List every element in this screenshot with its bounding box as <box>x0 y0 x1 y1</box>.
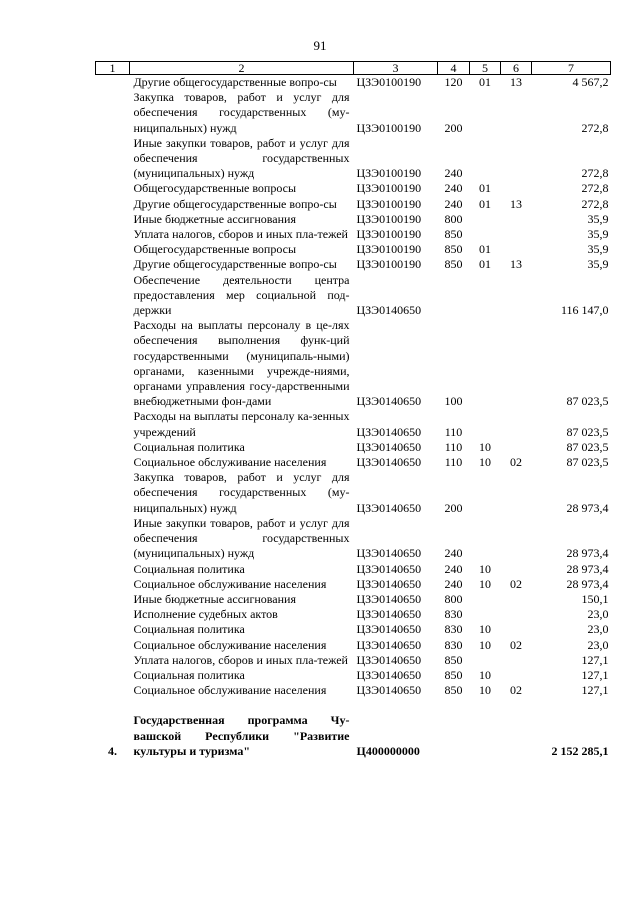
amount: 272,8 <box>581 181 609 196</box>
budget-table <box>95 61 611 759</box>
amount: 127,1 <box>581 652 609 667</box>
target-code: Ц400000000 <box>356 743 420 758</box>
target-code: ЦЗЭ0140650 <box>356 667 422 682</box>
target-code: ЦЗЭ0140650 <box>356 303 422 318</box>
subsection <box>501 713 532 759</box>
amount: 87 023,5 <box>566 455 609 470</box>
item-name: Общегосударственные вопросы <box>133 181 297 196</box>
expense-type: 200 <box>444 120 463 135</box>
subsection <box>501 181 532 196</box>
row-number <box>96 257 130 272</box>
table-row <box>96 136 611 182</box>
row-number <box>96 409 130 439</box>
row-number <box>96 227 130 242</box>
subsection <box>501 212 532 227</box>
subsection <box>501 607 532 622</box>
row-number <box>96 90 130 136</box>
table-row <box>96 212 611 227</box>
table-row <box>96 562 611 577</box>
section <box>470 90 501 136</box>
header-col-7: 7 <box>532 62 611 75</box>
expense-type: 110 <box>444 455 463 470</box>
section <box>470 607 501 622</box>
section: 10 <box>479 561 491 576</box>
item-name: Другие общегосударственные вопро-сы <box>133 196 337 211</box>
table-row <box>96 273 611 319</box>
target-code: ЦЗЭ0100190 <box>356 242 422 257</box>
item-name: Иные бюджетные ассигнования <box>133 211 296 226</box>
expense-type: 800 <box>444 591 463 606</box>
table-row <box>96 181 611 196</box>
target-code: ЦЗЭ0140650 <box>356 546 422 561</box>
target-code: ЦЗЭ0140650 <box>356 622 422 637</box>
amount: 127,1 <box>581 683 609 698</box>
expense-type: 800 <box>444 211 463 226</box>
amount: 23,0 <box>587 622 609 637</box>
subsection <box>501 318 532 409</box>
amount: 272,8 <box>581 120 609 135</box>
row-number <box>96 197 130 212</box>
amount: 87 023,5 <box>566 439 609 454</box>
target-code: ЦЗЭ0140650 <box>356 637 422 652</box>
target-code: ЦЗЭ0100190 <box>356 211 422 226</box>
subsection <box>501 622 532 637</box>
subsection <box>501 136 532 182</box>
item-name: Другие общегосударственные вопро-сы <box>133 75 337 89</box>
page-number: 91 <box>313 38 327 53</box>
table-row <box>96 257 611 272</box>
expense-type: 850 <box>444 242 463 257</box>
amount: 87 023,5 <box>566 394 609 409</box>
row-number <box>96 668 130 683</box>
target-code: ЦЗЭ0100190 <box>356 75 422 89</box>
target-code: ЦЗЭ0140650 <box>356 652 422 667</box>
subsection <box>501 516 532 562</box>
row-number <box>96 577 130 592</box>
amount: 127,1 <box>581 667 609 682</box>
subsection <box>501 592 532 607</box>
table-row <box>96 516 611 562</box>
header-col-6: 6 <box>501 62 532 75</box>
table-header-row <box>96 62 611 75</box>
subsection: 02 <box>510 683 522 698</box>
row-number <box>96 273 130 319</box>
subsection <box>501 273 532 319</box>
section <box>470 409 501 439</box>
row-number: 4. <box>108 743 117 758</box>
item-name: Социальная политика <box>133 622 245 637</box>
subsection: 02 <box>510 576 522 591</box>
target-code: ЦЗЭ0140650 <box>356 500 422 515</box>
row-number <box>96 75 130 91</box>
header-col-5: 5 <box>470 62 501 75</box>
table-row <box>96 409 611 439</box>
subsection <box>501 562 532 577</box>
section <box>470 318 501 409</box>
item-name: Исполнение судебных актов <box>133 607 278 622</box>
table-row <box>96 455 611 470</box>
subsection: 13 <box>510 196 522 211</box>
amount: 35,9 <box>587 227 609 242</box>
expense-type: 200 <box>444 500 463 515</box>
section <box>470 592 501 607</box>
subsection <box>501 242 532 257</box>
section: 10 <box>479 683 491 698</box>
amount: 35,9 <box>587 257 609 272</box>
target-code: ЦЗЭ0140650 <box>356 607 422 622</box>
table-row <box>96 638 611 653</box>
expense-type: 240 <box>444 196 463 211</box>
item-name: Государственная программа Чу-вашской Республики "Развитие культуры и туризма" <box>133 713 350 758</box>
section: 10 <box>479 576 491 591</box>
header-col-3: 3 <box>354 62 438 75</box>
amount: 4 567,2 <box>572 75 609 89</box>
amount: 35,9 <box>587 211 609 226</box>
table-body <box>96 75 611 759</box>
item-name: Социальное обслуживание населения <box>133 455 327 470</box>
target-code: ЦЗЭ0140650 <box>356 439 422 454</box>
row-number <box>96 683 130 698</box>
section: 10 <box>479 455 491 470</box>
amount: 2 152 285,1 <box>551 743 609 758</box>
row-number <box>96 440 130 455</box>
item-name: Закупка товаров, работ и услуг для обеспечения государственных (му-ниципальных) нужд <box>133 470 350 515</box>
table-row <box>96 75 611 91</box>
row-number <box>96 181 130 196</box>
table-row <box>96 440 611 455</box>
header-col-2: 2 <box>130 62 354 75</box>
spacer-row <box>96 698 611 713</box>
target-code: ЦЗЭ0100190 <box>356 181 422 196</box>
row-number <box>96 638 130 653</box>
table-row <box>96 592 611 607</box>
expense-type: 110 <box>444 424 463 439</box>
expense-type: 100 <box>444 394 463 409</box>
section: 10 <box>479 622 491 637</box>
item-name: Другие общегосударственные вопро-сы <box>133 257 337 272</box>
item-name: Социальное обслуживание населения <box>133 637 327 652</box>
expense-type: 850 <box>444 257 463 272</box>
section <box>470 227 501 242</box>
item-name: Социальная политика <box>133 667 245 682</box>
expense-type: 850 <box>444 652 463 667</box>
table-row <box>96 318 611 409</box>
target-code: ЦЗЭ0140650 <box>356 424 422 439</box>
expense-type: 830 <box>444 622 463 637</box>
target-code: ЦЗЭ0100190 <box>356 166 422 181</box>
row-number <box>96 318 130 409</box>
subsection <box>501 90 532 136</box>
expense-type: 240 <box>444 576 463 591</box>
target-code: ЦЗЭ0140650 <box>356 576 422 591</box>
expense-type: 110 <box>444 439 463 454</box>
row-number <box>96 562 130 577</box>
header-col-1: 1 <box>96 62 130 75</box>
item-name: Обеспечение деятельности центра предоставления мер социальной под-держки <box>133 272 350 318</box>
section <box>470 273 501 319</box>
amount: 35,9 <box>587 242 609 257</box>
item-name: Социальное обслуживание населения <box>133 683 327 698</box>
subsection <box>501 440 532 455</box>
item-name: Расходы на выплаты персоналу ка-зенных учреждений <box>133 409 350 439</box>
subsection: 02 <box>510 637 522 652</box>
section <box>470 653 501 668</box>
row-number <box>96 607 130 622</box>
program-row <box>96 713 611 759</box>
expense-type: 240 <box>444 166 463 181</box>
item-name: Иные бюджетные ассигнования <box>133 591 296 606</box>
amount: 272,8 <box>581 196 609 211</box>
subsection: 13 <box>510 257 522 272</box>
expense-type: 120 <box>444 75 463 89</box>
target-code: ЦЗЭ0140650 <box>356 561 422 576</box>
expense-type: 850 <box>444 227 463 242</box>
amount: 23,0 <box>587 607 609 622</box>
item-name: Общегосударственные вопросы <box>133 242 297 257</box>
row-number <box>96 470 130 516</box>
section: 01 <box>479 257 491 272</box>
target-code: ЦЗЭ0100190 <box>356 196 422 211</box>
item-name: Иные закупки товаров, работ и услуг для обеспечения государственных (муниципальных) нужд <box>133 135 350 181</box>
row-number <box>96 516 130 562</box>
row-number <box>96 455 130 470</box>
section: 01 <box>479 196 491 211</box>
target-code: ЦЗЭ0140650 <box>356 455 422 470</box>
item-name: Социальное обслуживание населения <box>133 576 327 591</box>
amount: 150,1 <box>581 591 609 606</box>
amount: 28 973,4 <box>566 576 609 591</box>
item-name: Иные закупки товаров, работ и услуг для обеспечения государственных (муниципальных) нужд <box>133 515 350 561</box>
subsection <box>501 668 532 683</box>
section <box>470 212 501 227</box>
section: 01 <box>479 242 491 257</box>
table-row <box>96 90 611 136</box>
subsection <box>501 409 532 439</box>
table-row <box>96 577 611 592</box>
expense-type: 240 <box>444 561 463 576</box>
section: 10 <box>479 439 491 454</box>
item-name: Расходы на выплаты персоналу в це-лях обеспечения выполнения функ-ций государственными (муниципаль-ными) органами, казенными учрежде-ниями, органами управления госу-дарственными внебюджетными фон-дами <box>133 318 350 409</box>
row-number <box>96 653 130 668</box>
row-number <box>96 622 130 637</box>
target-code: ЦЗЭ0140650 <box>356 591 422 606</box>
amount: 87 023,5 <box>566 424 609 439</box>
section: 10 <box>479 637 491 652</box>
target-code: ЦЗЭ0140650 <box>356 683 422 698</box>
table-row <box>96 197 611 212</box>
row-number <box>96 136 130 182</box>
row-number <box>96 592 130 607</box>
table-row <box>96 227 611 242</box>
expense-type <box>438 273 470 319</box>
subsection <box>501 653 532 668</box>
section <box>470 470 501 516</box>
item-name: Закупка товаров, работ и услуг для обеспечения государственных (му-ниципальных) нужд <box>133 90 350 135</box>
table-row <box>96 242 611 257</box>
section: 10 <box>479 667 491 682</box>
table-row <box>96 622 611 637</box>
item-name: Уплата налогов, сборов и иных пла-тежей <box>133 652 348 667</box>
subsection: 02 <box>510 455 522 470</box>
subsection <box>501 227 532 242</box>
amount: 116 147,0 <box>560 303 609 318</box>
target-code: ЦЗЭ0100190 <box>356 227 422 242</box>
expense-type: 830 <box>444 607 463 622</box>
section <box>470 713 501 759</box>
item-name: Социальная политика <box>133 561 245 576</box>
amount: 28 973,4 <box>566 546 609 561</box>
section <box>470 516 501 562</box>
amount: 23,0 <box>587 637 609 652</box>
amount: 272,8 <box>581 166 609 181</box>
table-row <box>96 470 611 516</box>
row-number <box>96 212 130 227</box>
expense-type: 830 <box>444 637 463 652</box>
table-row <box>96 607 611 622</box>
item-name: Социальная политика <box>133 439 245 454</box>
amount: 28 973,4 <box>566 500 609 515</box>
target-code: ЦЗЭ0100190 <box>356 120 422 135</box>
expense-type: 850 <box>444 667 463 682</box>
target-code: ЦЗЭ0140650 <box>356 394 422 409</box>
expense-type <box>438 713 470 759</box>
table-row <box>96 668 611 683</box>
expense-type: 240 <box>444 181 463 196</box>
row-number <box>96 242 130 257</box>
expense-type: 850 <box>444 683 463 698</box>
amount: 28 973,4 <box>566 561 609 576</box>
section <box>470 136 501 182</box>
item-name: Уплата налогов, сборов и иных пла-тежей <box>133 227 348 242</box>
target-code: ЦЗЭ0100190 <box>356 257 422 272</box>
expense-type: 240 <box>444 546 463 561</box>
header-col-4: 4 <box>438 62 470 75</box>
subsection <box>501 470 532 516</box>
section: 01 <box>479 181 491 196</box>
spacer-cell <box>96 698 611 713</box>
subsection: 13 <box>510 75 522 89</box>
table-row <box>96 683 611 698</box>
section: 01 <box>479 75 491 89</box>
table-row <box>96 653 611 668</box>
